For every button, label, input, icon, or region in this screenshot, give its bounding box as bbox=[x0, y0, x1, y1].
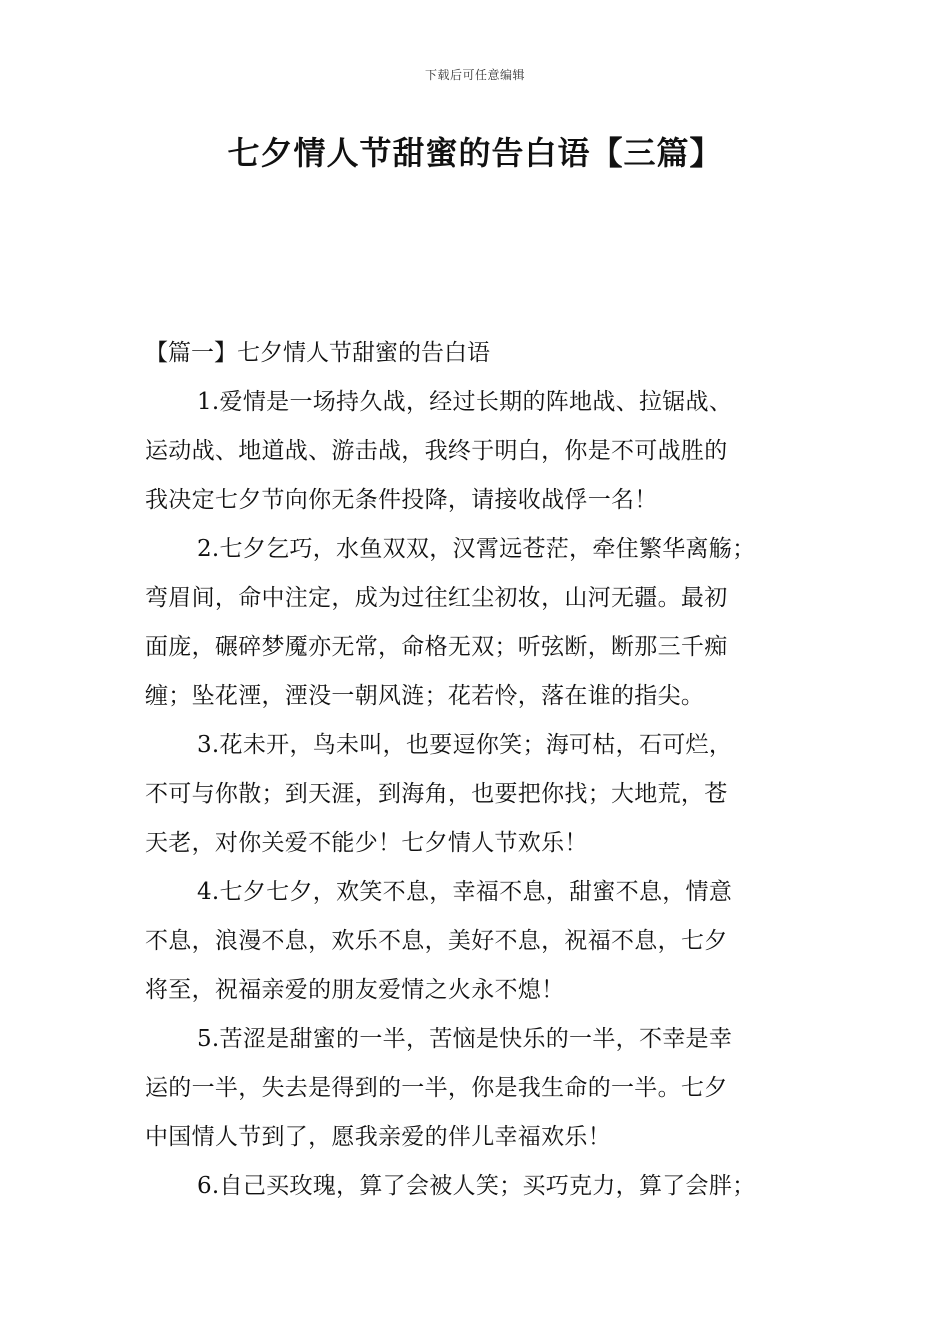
header-note: 下载后可任意编辑 bbox=[424, 68, 525, 82]
paragraph-line: 5.苦涩是甜蜜的一半，苦恼是快乐的一半，不幸是幸 bbox=[197, 1026, 733, 1052]
paragraph-line: 1.爱情是一场持久战，经过长期的阵地战、拉锯战、 bbox=[197, 389, 733, 415]
document-body bbox=[145, 329, 815, 1211]
paragraph-line: 6.自己买玫瑰，算了会被人笑；买巧克力，算了会胖； bbox=[197, 1173, 756, 1199]
paragraph-line: 不可与你散；到天涯，到海角，也要把你找；大地荒，苍 bbox=[145, 781, 728, 807]
document-title: 七夕情人节甜蜜的告白语【三篇】 bbox=[227, 134, 723, 172]
paragraph-line: 不息，浪漫不息，欢乐不息，美好不息，祝福不息，七夕 bbox=[145, 928, 728, 954]
paragraph-line: 将至，祝福亲爱的朋友爱情之火永不熄！ bbox=[145, 977, 565, 1003]
paragraph-line: 3.花未开，鸟未叫，也要逗你笑；海可枯，石可烂， bbox=[197, 732, 733, 758]
paragraph-line: 中国情人节到了，愿我亲爱的伴儿幸福欢乐！ bbox=[145, 1124, 611, 1150]
paragraph-line: 缠；坠花湮，湮没一朝风涟；花若怜，落在谁的指尖。 bbox=[145, 683, 705, 709]
paragraph-line: 我决定七夕节向你无条件投降，请接收战俘一名！ bbox=[145, 487, 658, 513]
section-heading: 【篇一】七夕情人节甜蜜的告白语 bbox=[145, 340, 490, 366]
paragraph-line: 运的一半，失去是得到的一半，你是我生命的一半。七夕 bbox=[145, 1075, 728, 1101]
paragraph-line: 4.七夕七夕，欢笑不息，幸福不息，甜蜜不息，情意 bbox=[197, 879, 733, 905]
paragraph-line: 运动战、地道战、游击战，我终于明白，你是不可战胜的 bbox=[145, 438, 728, 464]
paragraph-line: 面庞，碾碎梦魇亦无常，命格无双；听弦断，断那三千痴 bbox=[145, 634, 728, 660]
paragraph-line: 天老，对你关爱不能少！七夕情人节欢乐！ bbox=[145, 830, 588, 856]
paragraph-line: 弯眉间，命中注定，成为过往红尘初妆，山河无疆。最初 bbox=[145, 585, 728, 611]
paragraph-line: 2.七夕乞巧，水鱼双双，汉霄远苍茫，牵住繁华离觞； bbox=[197, 536, 756, 562]
